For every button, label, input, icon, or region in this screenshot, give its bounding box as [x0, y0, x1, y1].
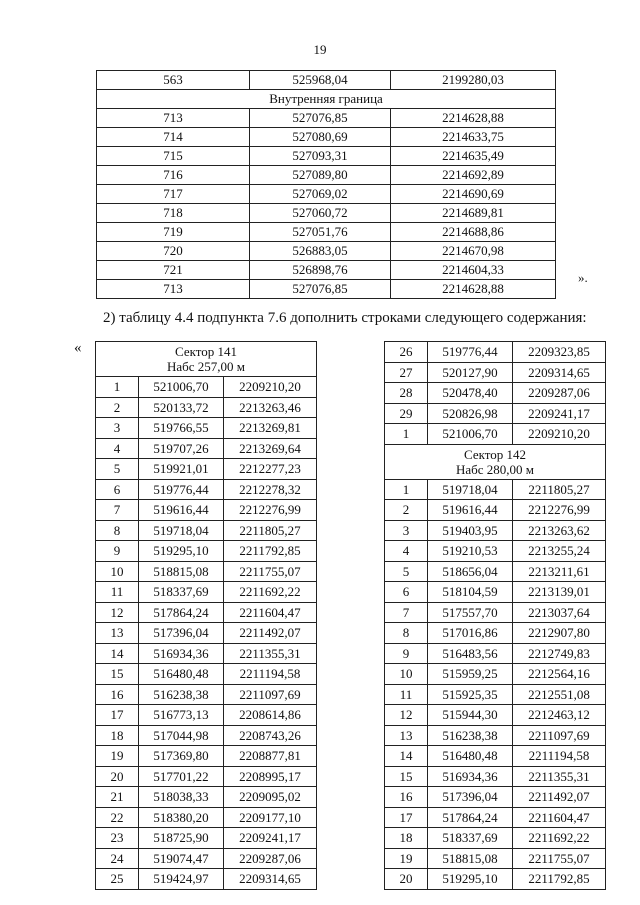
table-row: [96, 438, 317, 459]
x-coordinate-cell: 520133,72: [139, 397, 224, 418]
y-coordinate-cell: 2214628,88: [391, 109, 556, 128]
sector-142-table-body: [385, 342, 606, 890]
y-coordinate-cell: 2211097,69: [513, 725, 606, 746]
table-row: [385, 664, 606, 685]
x-coordinate-cell: 516934,36: [139, 643, 224, 664]
y-coordinate-cell: 2211805,27: [513, 479, 606, 500]
table-row: [96, 684, 317, 705]
table-row: [385, 362, 606, 383]
sector-141-header-cell: [96, 342, 317, 377]
y-coordinate-cell: 2213037,64: [513, 602, 606, 623]
point-number-cell: 25: [96, 869, 139, 890]
table-row: [385, 684, 606, 705]
y-coordinate-cell: 2209210,20: [513, 424, 606, 445]
x-coordinate-cell: 521006,70: [428, 424, 513, 445]
x-coordinate-cell: 527076,85: [250, 109, 391, 128]
table-row: [96, 623, 317, 644]
point-number-cell: 20: [96, 766, 139, 787]
table-row: [97, 128, 556, 147]
table-row: [96, 766, 317, 787]
x-coordinate-cell: 527060,72: [250, 204, 391, 223]
y-coordinate-cell: 2213263,46: [224, 397, 317, 418]
y-coordinate-cell: 2211492,07: [224, 623, 317, 644]
table-row: [97, 185, 556, 204]
x-coordinate-cell: 517396,04: [428, 787, 513, 808]
point-number-cell: 6: [96, 479, 139, 500]
sector-141-table-body: [96, 342, 317, 890]
point-number-cell: 8: [96, 520, 139, 541]
x-coordinate-cell: 517044,98: [139, 725, 224, 746]
x-coordinate-cell: 515925,35: [428, 684, 513, 705]
x-coordinate-cell: 527051,76: [250, 223, 391, 242]
table-row: [97, 147, 556, 166]
table-row: [385, 561, 606, 582]
x-coordinate-cell: 525968,04: [250, 71, 391, 90]
x-coordinate-cell: 518815,08: [139, 561, 224, 582]
table-row: [96, 582, 317, 603]
table-row: [385, 746, 606, 767]
table-row: [385, 623, 606, 644]
point-number-cell: 713: [97, 280, 250, 299]
y-coordinate-cell: 2211194,58: [513, 746, 606, 767]
sector-height: Набс 257,00 м: [166, 359, 246, 374]
y-coordinate-cell: 2212749,83: [513, 643, 606, 664]
y-coordinate-cell: 2209241,17: [513, 403, 606, 424]
table-row: [97, 204, 556, 223]
y-coordinate-cell: 2214635,49: [391, 147, 556, 166]
point-number-cell: 23: [96, 828, 139, 849]
point-number-cell: 15: [96, 664, 139, 685]
point-number-cell: 12: [385, 705, 428, 726]
point-number-cell: 13: [96, 623, 139, 644]
sector-title: Сектор 142: [463, 446, 526, 462]
point-number-cell: 2: [96, 397, 139, 418]
table-row: [385, 383, 606, 404]
point-number-cell: 13: [385, 725, 428, 746]
point-number-cell: 21: [96, 787, 139, 808]
point-number-cell: 3: [385, 520, 428, 541]
point-number-cell: 20: [385, 869, 428, 890]
table-row: [96, 746, 317, 767]
y-coordinate-cell: 2211492,07: [513, 787, 606, 808]
table-row: [385, 705, 606, 726]
point-number-cell: 4: [385, 541, 428, 562]
point-number-cell: 720: [97, 242, 250, 261]
point-number-cell: 719: [97, 223, 250, 242]
y-coordinate-cell: 2211355,31: [224, 643, 317, 664]
point-number-cell: 717: [97, 185, 250, 204]
x-coordinate-cell: 519718,04: [139, 520, 224, 541]
y-coordinate-cell: 2214628,88: [391, 280, 556, 299]
table-row: [97, 71, 556, 90]
point-number-cell: 26: [385, 342, 428, 363]
point-number-cell: 16: [96, 684, 139, 705]
x-coordinate-cell: 517016,86: [428, 623, 513, 644]
sector-142-header: [385, 444, 606, 479]
sector-141-table: [95, 341, 317, 890]
point-number-cell: 1: [96, 377, 139, 398]
sector-title: Сектор 141: [174, 344, 237, 359]
y-coordinate-cell: 2213269,64: [224, 438, 317, 459]
x-coordinate-cell: 519616,44: [428, 500, 513, 521]
table-row: [385, 828, 606, 849]
y-coordinate-cell: 2211097,69: [224, 684, 317, 705]
x-coordinate-cell: 518815,08: [428, 848, 513, 869]
y-coordinate-cell: 2212276,99: [513, 500, 606, 521]
x-coordinate-cell: 518656,04: [428, 561, 513, 582]
point-number-cell: 11: [96, 582, 139, 603]
point-number-cell: 14: [385, 746, 428, 767]
table-row: [96, 602, 317, 623]
point-number-cell: 2: [385, 500, 428, 521]
point-number-cell: 19: [96, 746, 139, 767]
x-coordinate-cell: 516773,13: [139, 705, 224, 726]
x-coordinate-cell: 519776,44: [428, 342, 513, 363]
x-coordinate-cell: 519295,10: [139, 541, 224, 562]
x-coordinate-cell: 518104,59: [428, 582, 513, 603]
x-coordinate-cell: 527080,69: [250, 128, 391, 147]
page-number: 19: [313, 42, 327, 57]
y-coordinate-cell: 2211355,31: [513, 766, 606, 787]
table-row: [385, 787, 606, 808]
point-number-cell: 19: [385, 848, 428, 869]
y-coordinate-cell: 2209314,65: [513, 362, 606, 383]
table-row: [96, 520, 317, 541]
x-coordinate-cell: 526883,05: [250, 242, 391, 261]
table-row: [385, 582, 606, 603]
point-number-cell: 12: [96, 602, 139, 623]
point-number-cell: 9: [385, 643, 428, 664]
x-coordinate-cell: 519718,04: [428, 479, 513, 500]
x-coordinate-cell: 516480,48: [428, 746, 513, 767]
table-row: [385, 500, 606, 521]
y-coordinate-cell: 2214604,33: [391, 261, 556, 280]
y-coordinate-cell: 2209210,20: [224, 377, 317, 398]
point-number-cell: 1: [385, 479, 428, 500]
y-coordinate-cell: 2211755,07: [513, 848, 606, 869]
y-coordinate-cell: 2208743,26: [224, 725, 317, 746]
x-coordinate-cell: 519776,44: [139, 479, 224, 500]
y-coordinate-cell: 2212551,08: [513, 684, 606, 705]
y-coordinate-cell: 2212277,23: [224, 459, 317, 480]
table-row: [96, 664, 317, 685]
x-coordinate-cell: 527076,85: [250, 280, 391, 299]
x-coordinate-cell: 516238,38: [428, 725, 513, 746]
x-coordinate-cell: 519210,53: [428, 541, 513, 562]
y-coordinate-cell: 2214689,81: [391, 204, 556, 223]
y-coordinate-cell: 2211792,85: [224, 541, 317, 562]
point-number-cell: 5: [96, 459, 139, 480]
point-number-cell: 7: [96, 500, 139, 521]
table-row: [385, 403, 606, 424]
table-row: [385, 479, 606, 500]
section-title-row: [97, 90, 556, 109]
table-row: [97, 109, 556, 128]
y-coordinate-cell: 2211805,27: [224, 520, 317, 541]
y-coordinate-cell: 2213255,24: [513, 541, 606, 562]
point-number-cell: 713: [97, 109, 250, 128]
x-coordinate-cell: 519403,95: [428, 520, 513, 541]
y-coordinate-cell: 2214688,86: [391, 223, 556, 242]
y-coordinate-cell: 2209314,65: [224, 869, 317, 890]
x-coordinate-cell: 519074,47: [139, 848, 224, 869]
table-row: [96, 479, 317, 500]
x-coordinate-cell: 518725,90: [139, 828, 224, 849]
table-row: [97, 261, 556, 280]
point-number-cell: 17: [385, 807, 428, 828]
closing-quote: ».: [578, 270, 588, 285]
point-number-cell: 4: [96, 438, 139, 459]
x-coordinate-cell: 518337,69: [428, 828, 513, 849]
table-row: [97, 242, 556, 261]
table-row: [385, 424, 606, 445]
table-row: [385, 848, 606, 869]
x-coordinate-cell: 516238,38: [139, 684, 224, 705]
table-row: [385, 869, 606, 890]
x-coordinate-cell: 527089,80: [250, 166, 391, 185]
y-coordinate-cell: 2211604,47: [513, 807, 606, 828]
point-number-cell: 29: [385, 403, 428, 424]
sector-142-header-cell: [385, 444, 606, 479]
sector-141-header: [96, 342, 317, 377]
y-coordinate-cell: 2214692,89: [391, 166, 556, 185]
y-coordinate-cell: 2212463,12: [513, 705, 606, 726]
table-row: [385, 725, 606, 746]
table-row: [385, 807, 606, 828]
table-row: [385, 766, 606, 787]
point-number-cell: 18: [96, 725, 139, 746]
point-number-cell: 5: [385, 561, 428, 582]
table-row: [96, 541, 317, 562]
y-coordinate-cell: 2209287,06: [224, 848, 317, 869]
y-coordinate-cell: 2209241,17: [224, 828, 317, 849]
point-number-cell: 715: [97, 147, 250, 166]
x-coordinate-cell: 519921,01: [139, 459, 224, 480]
table-row: [96, 500, 317, 521]
x-coordinate-cell: 520826,98: [428, 403, 513, 424]
x-coordinate-cell: 517864,24: [139, 602, 224, 623]
point-number-cell: 11: [385, 684, 428, 705]
point-number-cell: 9: [96, 541, 139, 562]
x-coordinate-cell: 526898,76: [250, 261, 391, 280]
y-coordinate-cell: 2208877,81: [224, 746, 317, 767]
x-coordinate-cell: 517396,04: [139, 623, 224, 644]
boundary-coordinates-table: [96, 70, 556, 299]
y-coordinate-cell: 2209095,02: [224, 787, 317, 808]
table-row: [96, 725, 317, 746]
table-row: [96, 848, 317, 869]
table-row: [97, 280, 556, 299]
x-coordinate-cell: 519424,97: [139, 869, 224, 890]
x-coordinate-cell: 520127,90: [428, 362, 513, 383]
y-coordinate-cell: 2213263,62: [513, 520, 606, 541]
point-number-cell: 22: [96, 807, 139, 828]
x-coordinate-cell: 520478,40: [428, 383, 513, 404]
y-coordinate-cell: 2212276,99: [224, 500, 317, 521]
table-row: [96, 397, 317, 418]
x-coordinate-cell: 517369,80: [139, 746, 224, 767]
point-number-cell: 7: [385, 602, 428, 623]
x-coordinate-cell: 527093,31: [250, 147, 391, 166]
y-coordinate-cell: 2209287,06: [513, 383, 606, 404]
table-row: [96, 459, 317, 480]
y-coordinate-cell: 2211194,58: [224, 664, 317, 685]
y-coordinate-cell: 2214690,69: [391, 185, 556, 204]
table-row: [385, 342, 606, 363]
x-coordinate-cell: 517557,70: [428, 602, 513, 623]
y-coordinate-cell: 2211755,07: [224, 561, 317, 582]
table-row: [385, 602, 606, 623]
point-number-cell: 10: [96, 561, 139, 582]
table-row: [385, 643, 606, 664]
boundary-table-body: [97, 71, 556, 299]
point-number-cell: 15: [385, 766, 428, 787]
x-coordinate-cell: 516483,56: [428, 643, 513, 664]
table-row: [96, 869, 317, 890]
table-row: [96, 561, 317, 582]
table-row: [97, 166, 556, 185]
sector-height: Набс 280,00 м: [455, 461, 535, 477]
point-number-cell: 716: [97, 166, 250, 185]
instruction-text: 2) таблицу 4.4 подпункта 7.6 дополнить строками следующего содержания:: [103, 310, 587, 326]
x-coordinate-cell: 515944,30: [428, 705, 513, 726]
table-row: [96, 807, 317, 828]
point-number-cell: 8: [385, 623, 428, 644]
point-number-cell: 1: [385, 424, 428, 445]
point-number-cell: 563: [97, 71, 250, 90]
y-coordinate-cell: 2199280,03: [391, 71, 556, 90]
point-number-cell: 3: [96, 418, 139, 439]
point-number-cell: 10: [385, 664, 428, 685]
y-coordinate-cell: 2213269,81: [224, 418, 317, 439]
point-number-cell: 27: [385, 362, 428, 383]
point-number-cell: 28: [385, 383, 428, 404]
table-row: [96, 787, 317, 808]
point-number-cell: 18: [385, 828, 428, 849]
y-coordinate-cell: 2214633,75: [391, 128, 556, 147]
x-coordinate-cell: 521006,70: [139, 377, 224, 398]
y-coordinate-cell: 2208995,17: [224, 766, 317, 787]
point-number-cell: 24: [96, 848, 139, 869]
y-coordinate-cell: 2212278,32: [224, 479, 317, 500]
x-coordinate-cell: 519707,26: [139, 438, 224, 459]
y-coordinate-cell: 2213139,01: [513, 582, 606, 603]
section-title: Внутренняя граница: [97, 90, 556, 109]
point-number-cell: 718: [97, 204, 250, 223]
table-row: [385, 541, 606, 562]
x-coordinate-cell: 517701,22: [139, 766, 224, 787]
y-coordinate-cell: 2211692,22: [513, 828, 606, 849]
table-row: [96, 643, 317, 664]
sector-142-table: [384, 341, 606, 890]
y-coordinate-cell: 2212907,80: [513, 623, 606, 644]
y-coordinate-cell: 2213211,61: [513, 561, 606, 582]
opening-quote: «: [74, 340, 82, 356]
x-coordinate-cell: 515959,25: [428, 664, 513, 685]
table-row: [96, 377, 317, 398]
x-coordinate-cell: 519295,10: [428, 869, 513, 890]
x-coordinate-cell: 519766,55: [139, 418, 224, 439]
y-coordinate-cell: 2209323,85: [513, 342, 606, 363]
table-row: [96, 418, 317, 439]
y-coordinate-cell: 2208614,86: [224, 705, 317, 726]
y-coordinate-cell: 2211604,47: [224, 602, 317, 623]
y-coordinate-cell: 2212564,16: [513, 664, 606, 685]
table-row: [96, 828, 317, 849]
x-coordinate-cell: 516480,48: [139, 664, 224, 685]
point-number-cell: 714: [97, 128, 250, 147]
point-number-cell: 721: [97, 261, 250, 280]
y-coordinate-cell: 2214670,98: [391, 242, 556, 261]
point-number-cell: 6: [385, 582, 428, 603]
y-coordinate-cell: 2211692,22: [224, 582, 317, 603]
table-row: [96, 705, 317, 726]
point-number-cell: 14: [96, 643, 139, 664]
point-number-cell: 16: [385, 787, 428, 808]
x-coordinate-cell: 518038,33: [139, 787, 224, 808]
x-coordinate-cell: 518380,20: [139, 807, 224, 828]
x-coordinate-cell: 518337,69: [139, 582, 224, 603]
table-row: [385, 520, 606, 541]
x-coordinate-cell: 516934,36: [428, 766, 513, 787]
y-coordinate-cell: 2209177,10: [224, 807, 317, 828]
point-number-cell: 17: [96, 705, 139, 726]
x-coordinate-cell: 519616,44: [139, 500, 224, 521]
table-row: [97, 223, 556, 242]
x-coordinate-cell: 517864,24: [428, 807, 513, 828]
y-coordinate-cell: 2211792,85: [513, 869, 606, 890]
x-coordinate-cell: 527069,02: [250, 185, 391, 204]
